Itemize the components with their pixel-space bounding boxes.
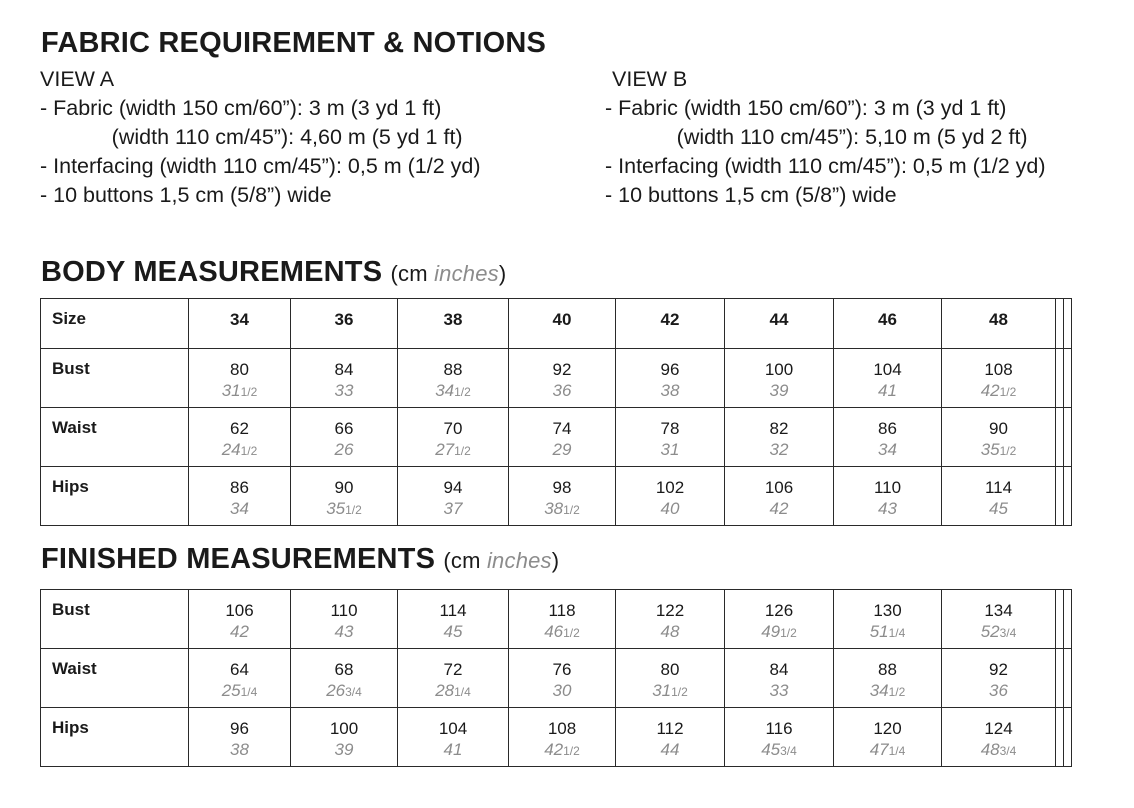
inch-value <box>834 680 941 703</box>
measurement-cell <box>725 408 834 467</box>
inch-whole: 34 <box>869 681 889 700</box>
inch-value <box>942 621 1055 644</box>
inch-value <box>189 380 290 403</box>
unit-inches: inches <box>486 548 552 573</box>
measurement-cell <box>834 467 942 526</box>
cm-value: 108 <box>547 719 577 738</box>
cm-value: 108 <box>984 360 1013 379</box>
measurement-cell <box>834 708 942 767</box>
inch-whole: 38 <box>660 381 680 400</box>
row-label: Waist <box>41 408 189 467</box>
size-cell: 40 <box>509 299 616 349</box>
inch-whole: 48 <box>980 740 1000 759</box>
inch-fraction: 1/2 <box>671 685 688 699</box>
inch-value <box>616 680 724 703</box>
inch-whole: 47 <box>869 740 889 759</box>
inch-whole: 45 <box>443 622 463 641</box>
inch-whole: 42 <box>544 740 564 759</box>
measurement-cell <box>834 590 942 649</box>
measurement-cell <box>616 708 725 767</box>
row-label: Hips <box>41 708 189 767</box>
size-cell: 48 <box>942 299 1056 349</box>
measurement-cell <box>616 590 725 649</box>
cm-value: 76 <box>552 660 572 679</box>
inch-fraction: 1/2 <box>454 444 471 458</box>
cm-value: 114 <box>439 601 467 620</box>
measurement-cell <box>189 349 291 408</box>
inch-value <box>509 439 615 462</box>
inch-value <box>398 621 508 644</box>
cm-value: 96 <box>230 719 249 738</box>
inch-value <box>616 739 724 762</box>
inch-fraction: 3/4 <box>345 685 362 699</box>
inch-fraction: 1/2 <box>345 503 362 517</box>
inch-value <box>189 621 290 644</box>
cm-value: 88 <box>443 360 463 379</box>
view-b-line: - 10 buttons 1,5 cm (5/8”) wide <box>605 183 897 207</box>
measurement-cell <box>189 408 291 467</box>
measurement-cell <box>291 408 398 467</box>
view-a-line: - Interfacing (width 110 cm/45”): 0,5 m (1/2 yd) <box>40 154 481 178</box>
measurement-cell <box>942 649 1056 708</box>
cm-value: 120 <box>873 719 902 738</box>
inch-whole: 40 <box>660 499 680 518</box>
measurement-cell <box>291 708 398 767</box>
inch-value <box>291 380 397 403</box>
fabric-heading: FABRIC REQUIREMENT & NOTIONS <box>41 27 547 59</box>
cm-value: 134 <box>984 601 1013 620</box>
inch-whole: 39 <box>334 740 354 759</box>
inch-whole: 35 <box>980 440 1000 459</box>
inch-value <box>189 680 290 703</box>
unit-inches: inches <box>434 261 499 286</box>
view-a-line: (width 110 cm/45”): 4,60 m (5 yd 1 ft) <box>40 125 463 149</box>
inch-whole: 45 <box>989 499 1008 518</box>
cm-value: 64 <box>230 660 249 679</box>
cm-value: 92 <box>989 660 1008 679</box>
measurement-cell <box>398 649 509 708</box>
table-spacer-cell <box>1056 408 1064 467</box>
inch-whole: 43 <box>334 622 354 641</box>
inch-whole: 34 <box>435 381 455 400</box>
cm-value: 86 <box>878 419 897 438</box>
measurement-cell <box>942 349 1056 408</box>
row-label: Waist <box>41 649 189 708</box>
view-a-label: VIEW A <box>40 67 115 91</box>
view-b-label: VIEW B <box>612 67 688 91</box>
inch-whole: 51 <box>869 622 889 641</box>
measurement-cell <box>616 408 725 467</box>
inch-whole: 31 <box>221 381 241 400</box>
table-spacer-cell <box>1056 649 1064 708</box>
measurement-cell <box>509 590 616 649</box>
inch-value <box>398 380 508 403</box>
cm-value: 92 <box>552 360 572 379</box>
view-b-line: - Fabric (width 150 cm/60”): 3 m (3 yd 1 ft) <box>605 96 1007 120</box>
inch-whole: 42 <box>230 622 249 641</box>
inch-whole: 27 <box>435 440 455 459</box>
inch-fraction: 1/4 <box>454 685 471 699</box>
measurement-cell <box>616 467 725 526</box>
inch-value <box>834 439 941 462</box>
inch-value <box>509 680 615 703</box>
measurement-cell <box>189 590 291 649</box>
inch-whole: 31 <box>660 440 680 459</box>
inch-value <box>942 439 1055 462</box>
inch-whole: 32 <box>769 440 789 459</box>
inch-whole: 43 <box>878 499 897 518</box>
cm-value: 84 <box>334 360 354 379</box>
unit-label <box>391 261 507 286</box>
inch-whole: 36 <box>989 681 1008 700</box>
table-row-waist <box>41 408 1072 467</box>
inch-value <box>291 439 397 462</box>
inch-value <box>291 621 397 644</box>
inch-value <box>291 498 397 521</box>
inch-whole: 37 <box>443 499 463 518</box>
measurement-cell <box>509 708 616 767</box>
inch-value <box>398 498 508 521</box>
inch-value <box>616 439 724 462</box>
measurement-cell <box>942 708 1056 767</box>
cm-value: 66 <box>334 419 354 438</box>
cm-value: 106 <box>225 601 254 620</box>
cm-value: 90 <box>989 419 1008 438</box>
inch-fraction: 1/2 <box>563 744 580 758</box>
measurement-cell <box>942 467 1056 526</box>
measurement-cell <box>942 408 1056 467</box>
view-b-line: - Interfacing (width 110 cm/45”): 0,5 m (1/2 yd) <box>605 154 1046 178</box>
measurement-cell <box>725 708 834 767</box>
table-row-hips <box>41 467 1072 526</box>
inch-fraction: 1/2 <box>240 444 258 458</box>
measurement-cell <box>189 708 291 767</box>
view-a-line: - 10 buttons 1,5 cm (5/8”) wide <box>40 183 332 207</box>
size-cell: 46 <box>834 299 942 349</box>
inch-value <box>725 498 833 521</box>
cm-value: 110 <box>330 601 358 620</box>
cm-value: 80 <box>230 360 249 379</box>
table-row-size <box>41 299 1072 349</box>
cm-value: 116 <box>765 719 793 738</box>
view-b-line: (width 110 cm/45”): 5,10 m (5 yd 2 ft) <box>605 125 1028 149</box>
measurement-cell <box>291 649 398 708</box>
inch-value <box>509 380 615 403</box>
measurement-cell <box>398 349 509 408</box>
measurement-cell <box>291 349 398 408</box>
unit-cm: (cm <box>443 548 481 573</box>
inch-whole: 38 <box>230 740 249 759</box>
inch-fraction: 3/4 <box>999 744 1017 758</box>
inch-value <box>291 739 397 762</box>
measurement-cell <box>398 408 509 467</box>
table-spacer-cell <box>1056 349 1064 408</box>
inch-whole: 26 <box>326 681 346 700</box>
inch-whole: 33 <box>334 381 354 400</box>
measurement-cell <box>834 349 942 408</box>
size-cell: 38 <box>398 299 509 349</box>
cm-value: 104 <box>438 719 468 738</box>
inch-value <box>189 439 290 462</box>
table-spacer-cell <box>1056 590 1064 649</box>
cm-value: 74 <box>552 419 572 438</box>
inch-whole: 46 <box>544 622 564 641</box>
inch-value <box>509 739 615 762</box>
inch-fraction: 1/2 <box>888 685 906 699</box>
inch-whole: 34 <box>230 499 249 518</box>
cm-value: 100 <box>764 360 794 379</box>
table-spacer-cell <box>1064 590 1072 649</box>
table-row-waist <box>41 649 1072 708</box>
inch-value <box>189 498 290 521</box>
cm-value: 84 <box>769 660 789 679</box>
inch-whole: 52 <box>980 622 1000 641</box>
table-spacer-cell <box>1064 408 1072 467</box>
inch-fraction: 3/4 <box>780 744 797 758</box>
cm-value: 80 <box>660 660 680 679</box>
measurement-cell <box>189 649 291 708</box>
inch-fraction: 1/2 <box>454 385 471 399</box>
row-label: Hips <box>41 467 189 526</box>
measurement-cell <box>509 467 616 526</box>
inch-whole: 33 <box>769 681 789 700</box>
cm-value: 62 <box>230 419 249 438</box>
inch-value <box>509 621 615 644</box>
inch-value <box>398 739 508 762</box>
inch-fraction: 1/2 <box>240 385 258 399</box>
cm-value: 70 <box>443 419 463 438</box>
view-b-block <box>605 65 1046 210</box>
measurement-cell <box>189 467 291 526</box>
measurement-cell <box>398 708 509 767</box>
unit-cm: (cm <box>390 261 428 286</box>
inch-value <box>725 621 833 644</box>
inch-fraction: 1/2 <box>563 626 580 640</box>
inch-value <box>942 380 1055 403</box>
table-spacer-cell <box>1064 649 1072 708</box>
table-spacer-cell <box>1064 299 1072 349</box>
inch-value <box>942 739 1055 762</box>
inch-value <box>725 439 833 462</box>
cm-value: 94 <box>443 478 463 497</box>
inch-value <box>398 439 508 462</box>
cm-value: 110 <box>873 478 902 497</box>
inch-whole: 42 <box>769 499 789 518</box>
inch-whole: 29 <box>552 440 572 459</box>
inch-fraction: 1/4 <box>240 685 258 699</box>
inch-whole: 34 <box>878 440 897 459</box>
table-spacer-cell <box>1064 708 1072 767</box>
inch-value <box>189 739 290 762</box>
view-a-block <box>40 65 481 210</box>
cm-value: 126 <box>764 601 794 620</box>
table-spacer-cell <box>1056 299 1064 349</box>
cm-value: 130 <box>873 601 902 620</box>
measurement-cell <box>398 467 509 526</box>
inch-value <box>398 680 508 703</box>
unit-label <box>443 548 559 573</box>
cm-value: 114 <box>984 478 1013 497</box>
table-spacer-cell <box>1056 467 1064 526</box>
cm-value: 100 <box>329 719 359 738</box>
inch-value <box>834 380 941 403</box>
cm-value: 78 <box>660 419 680 438</box>
inch-value <box>834 498 941 521</box>
cm-value: 68 <box>334 660 354 679</box>
measurement-cell <box>725 467 834 526</box>
inch-value <box>725 380 833 403</box>
inch-whole: 48 <box>660 622 680 641</box>
cm-value: 72 <box>443 660 463 679</box>
size-cell: 44 <box>725 299 834 349</box>
inch-whole: 38 <box>544 499 564 518</box>
size-label: Size <box>41 299 189 349</box>
measurement-cell <box>942 590 1056 649</box>
table-row-bust <box>41 590 1072 649</box>
table-row-hips <box>41 708 1072 767</box>
body-measurements-heading <box>41 256 506 289</box>
inch-value <box>725 739 833 762</box>
inch-whole: 28 <box>435 681 455 700</box>
inch-value <box>509 498 615 521</box>
inch-whole: 36 <box>552 381 572 400</box>
measurement-cell <box>616 649 725 708</box>
table-spacer-cell <box>1056 708 1064 767</box>
table-spacer-cell <box>1064 349 1072 408</box>
row-label: Bust <box>41 590 189 649</box>
finished-measurements-title: FINISHED MEASUREMENTS <box>41 543 436 575</box>
measurement-cell <box>834 649 942 708</box>
inch-whole: 41 <box>878 381 897 400</box>
cm-value: 86 <box>230 478 249 497</box>
cm-value: 104 <box>873 360 902 379</box>
table-row-bust <box>41 349 1072 408</box>
cm-value: 122 <box>655 601 685 620</box>
inch-value <box>291 680 397 703</box>
inch-value <box>616 498 724 521</box>
inch-whole: 35 <box>326 499 346 518</box>
inch-value <box>834 739 941 762</box>
inch-whole: 24 <box>221 440 241 459</box>
size-cell: 36 <box>291 299 398 349</box>
cm-value: 102 <box>655 478 685 497</box>
measurement-cell <box>725 649 834 708</box>
inch-fraction: 1/2 <box>999 385 1017 399</box>
inch-whole: 25 <box>221 681 241 700</box>
inch-whole: 42 <box>980 381 1000 400</box>
cm-value: 106 <box>764 478 794 497</box>
measurement-cell <box>616 349 725 408</box>
inch-fraction: 3/4 <box>999 626 1017 640</box>
inch-whole: 31 <box>652 681 672 700</box>
cm-value: 112 <box>656 719 684 738</box>
size-cell: 42 <box>616 299 725 349</box>
inch-whole: 41 <box>443 740 463 759</box>
view-a-line: - Fabric (width 150 cm/60”): 3 m (3 yd 1 ft) <box>40 96 442 120</box>
inch-value <box>616 380 724 403</box>
inch-fraction: 1/2 <box>780 626 797 640</box>
measurement-cell <box>725 349 834 408</box>
inch-value <box>942 680 1055 703</box>
cm-value: 124 <box>984 719 1013 738</box>
cm-value: 118 <box>548 601 576 620</box>
inch-whole: 49 <box>761 622 781 641</box>
inch-fraction: 1/2 <box>563 503 580 517</box>
cm-value: 82 <box>769 419 789 438</box>
inch-fraction: 1/2 <box>999 444 1017 458</box>
inch-value <box>616 621 724 644</box>
measurement-cell <box>509 408 616 467</box>
measurement-cell <box>509 649 616 708</box>
table-spacer-cell <box>1064 467 1072 526</box>
inch-fraction: 1/4 <box>888 626 906 640</box>
measurement-cell <box>291 590 398 649</box>
inch-whole: 44 <box>660 740 680 759</box>
inch-value <box>725 680 833 703</box>
finished-measurements-table <box>40 589 1072 767</box>
inch-whole: 30 <box>552 681 572 700</box>
inch-whole: 45 <box>761 740 781 759</box>
measurement-cell <box>398 590 509 649</box>
measurement-cell <box>291 467 398 526</box>
inch-value <box>834 621 941 644</box>
measurement-cell <box>509 349 616 408</box>
size-cell: 34 <box>189 299 291 349</box>
unit-close: ) <box>498 261 507 286</box>
unit-close: ) <box>551 548 560 573</box>
finished-measurements-heading <box>41 543 559 576</box>
measurement-cell <box>834 408 942 467</box>
inch-whole: 39 <box>769 381 789 400</box>
inch-fraction: 1/4 <box>888 744 906 758</box>
inch-value <box>942 498 1055 521</box>
cm-value: 98 <box>552 478 572 497</box>
measurement-cell <box>725 590 834 649</box>
cm-value: 88 <box>878 660 897 679</box>
body-measurements-title: BODY MEASUREMENTS <box>41 256 383 288</box>
row-label: Bust <box>41 349 189 408</box>
body-measurements-table <box>40 298 1072 526</box>
cm-value: 96 <box>660 360 680 379</box>
inch-whole: 26 <box>334 440 354 459</box>
cm-value: 90 <box>334 478 354 497</box>
